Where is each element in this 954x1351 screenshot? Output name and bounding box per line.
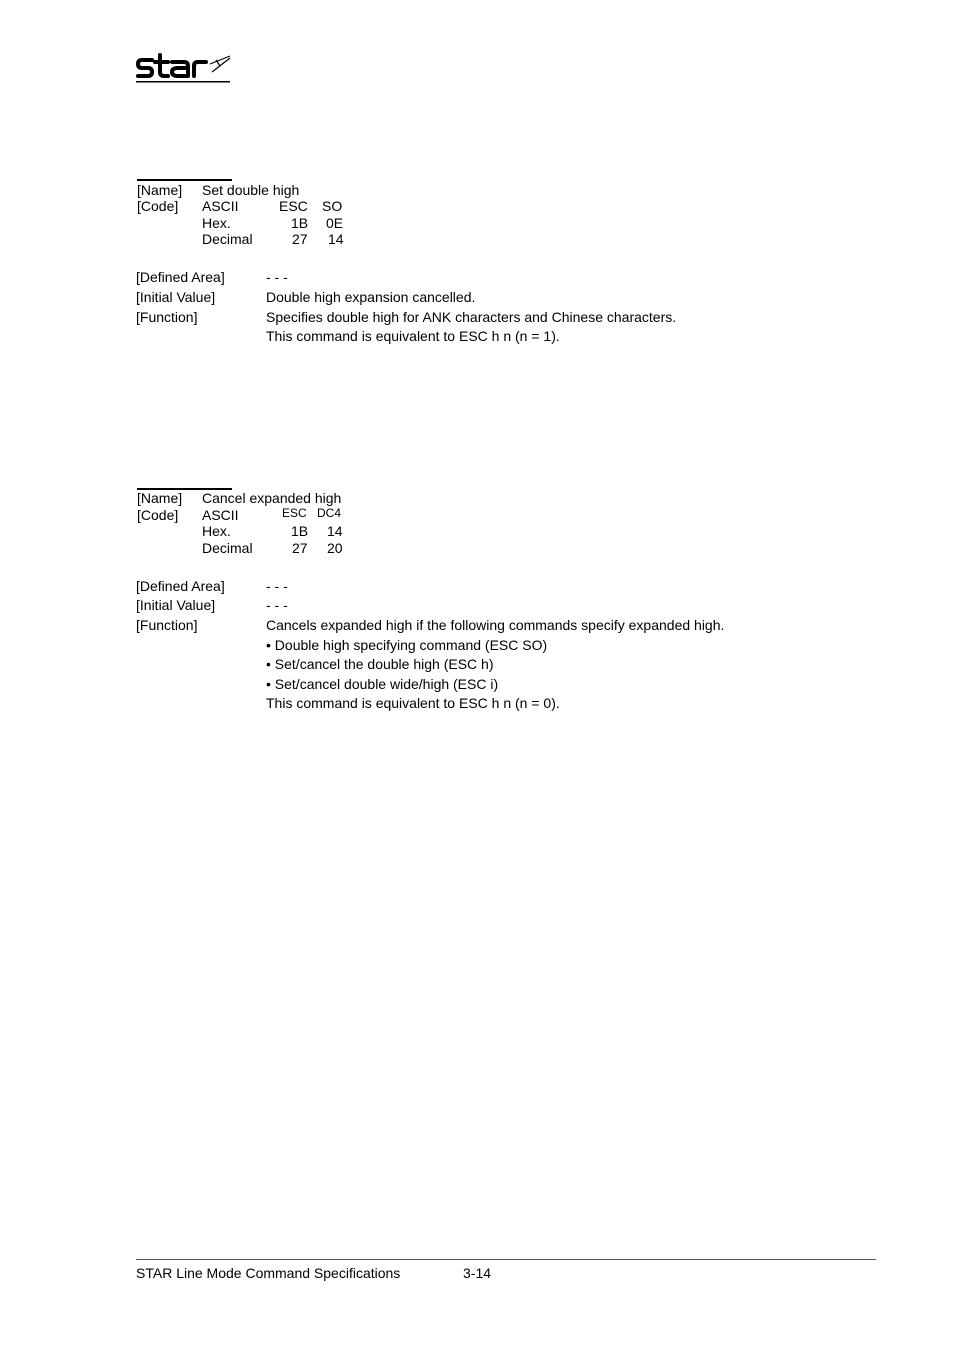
s1-code-hex-v1: 1B: [291, 215, 309, 231]
s1-code-ascii-v1: ESC: [279, 198, 308, 214]
s1-code-dec-v2: 14: [328, 231, 344, 247]
s2-function-line: Cancels expanded high if the following commands specify expanded high.: [266, 617, 725, 633]
s2-function-line: • Set/cancel the double high (ESC h): [266, 656, 494, 672]
s1-initial-value: Double high expansion cancelled.: [266, 289, 476, 305]
s2-defined-label: [Defined Area]: [136, 578, 225, 594]
s2-name-value: Cancel expanded high: [202, 490, 342, 506]
s2-function-label: [Function]: [136, 617, 198, 633]
s2-code-dec-v2: 20: [327, 540, 343, 556]
s2-code-hex-v1: 1B: [291, 523, 309, 539]
s2-code-dec-label: Decimal: [202, 540, 253, 556]
s1-function-line: This command is equivalent to ESC h n (n = 1).: [266, 328, 560, 344]
s1-code-label: [Code]: [137, 198, 179, 214]
s2-code-ascii-v2: DC4: [317, 506, 342, 520]
s1-code-ascii-label: ASCII: [202, 198, 239, 214]
s1-code-dec-label: Decimal: [202, 231, 253, 247]
s1-code-ascii-v2: SO: [322, 198, 343, 214]
s1-initial-label: [Initial Value]: [136, 289, 216, 305]
star-logo: [136, 52, 232, 84]
s2-initial-label: [Initial Value]: [136, 597, 216, 613]
s2-function-line: • Double high specifying command (ESC SO): [266, 637, 548, 653]
s1-function-label: [Function]: [136, 309, 198, 325]
s2-initial-value: - - -: [266, 597, 288, 613]
s1-code-hex-label: Hex.: [202, 215, 231, 231]
s2-code-label: [Code]: [137, 507, 179, 523]
s1-name-label: [Name]: [137, 182, 183, 198]
footer-rule: [136, 1259, 876, 1260]
s2-function-line: This command is equivalent to ESC h n (n = 0).: [266, 695, 560, 711]
footer-title: STAR Line Mode Command Specifications: [136, 1265, 401, 1281]
s1-code-dec-v1: 27: [292, 231, 308, 247]
star-logo-graphic: [136, 52, 232, 84]
s2-code-dec-v1: 27: [292, 540, 308, 556]
s2-code-hex-v2: 14: [327, 523, 343, 539]
s1-defined-label: [Defined Area]: [136, 269, 225, 285]
s2-code-ascii-label: ASCII: [202, 507, 239, 523]
s1-function-line: Specifies double high for ANK characters and Chinese characters.: [266, 309, 677, 325]
s1-code-hex-v2: 0E: [326, 215, 344, 231]
s2-code-ascii-v1: ESC: [282, 506, 307, 520]
s2-name-label: [Name]: [137, 490, 183, 506]
footer-page-number: 3-14: [463, 1265, 492, 1281]
s2-code-hex-label: Hex.: [202, 523, 231, 539]
s2-function-line: • Set/cancel double wide/high (ESC i): [266, 676, 499, 692]
s1-defined-value: - - -: [266, 269, 288, 285]
s1-name-value: Set double high: [202, 182, 300, 198]
section-1-rule: [137, 179, 232, 181]
s2-defined-value: - - -: [266, 578, 288, 594]
